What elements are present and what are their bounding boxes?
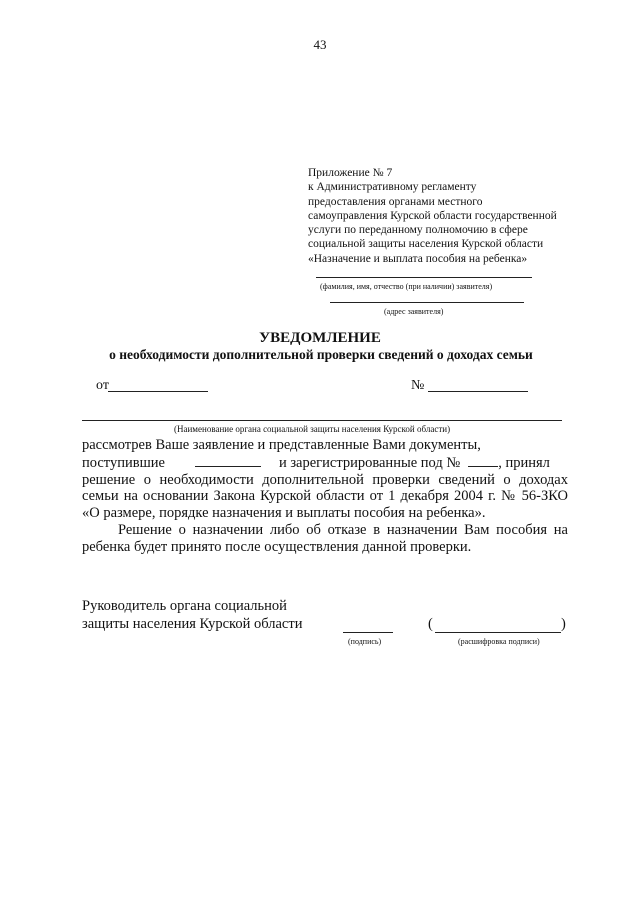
- decoding-caption: (расшифровка подписи): [458, 637, 540, 646]
- open-parenthesis: (: [428, 616, 433, 632]
- body-registered: и зарегистрированные под №: [278, 454, 461, 471]
- appendix-line: Приложение № 7: [308, 167, 393, 179]
- number-line: [428, 391, 528, 392]
- appendix-line: самоуправления Курской области государственной: [308, 209, 557, 222]
- received-date-blank: [195, 454, 261, 467]
- document-subtitle: о необходимости дополнительной проверки сведений о доходах семьи: [109, 347, 533, 362]
- date-line: [108, 391, 208, 392]
- organization-caption: (Наименование органа социальной защиты населения Курской области): [174, 424, 451, 434]
- registration-number-blank: [468, 454, 498, 467]
- body-paragraph-2: Решение о назначении либо об отказе в назначении Вам пособия на ребенка будет принято после осуществления данной проверки.: [82, 521, 568, 555]
- signatory-position-line-2: защиты населения Курской области: [82, 616, 303, 632]
- applicant-address-line: [330, 302, 524, 303]
- appendix-block: [308, 166, 557, 266]
- body-received: поступившие: [82, 454, 165, 471]
- body-line-1: рассмотрев Ваше заявление и представленные Вами документы,: [82, 437, 481, 453]
- page-number: 43: [313, 37, 327, 52]
- document-title: УВЕДОМЛЕНИЕ: [259, 330, 381, 346]
- appendix-line: услуги по переданному полномочию в сфере: [308, 224, 528, 237]
- decoding-line: [435, 632, 561, 633]
- appendix-line: «Назначение и выплата пособия на ребенка»: [308, 252, 528, 265]
- organization-line: [82, 420, 562, 421]
- appendix-line: к Административному регламенту: [308, 181, 477, 194]
- appendix-line: предоставления органами местного: [308, 195, 483, 208]
- appendix-line: социальной защиты населения Курской области: [308, 238, 544, 251]
- body-text: [82, 437, 568, 556]
- date-label: от: [96, 378, 109, 393]
- number-label: №: [411, 378, 425, 393]
- signature-caption: (подпись): [348, 637, 382, 646]
- applicant-name-line: [316, 277, 532, 278]
- body-line-2: [82, 454, 568, 472]
- signature-line: [343, 632, 393, 633]
- applicant-name-caption: (фамилия, имя, отчество (при наличии) заявителя): [320, 282, 493, 291]
- applicant-address-caption: (адрес заявителя): [384, 307, 444, 316]
- body-decision: решение о необходимости дополнительной проверки сведений о доходах семьи на основании Закона Курской области от 1 декабря 2004 г. № 56-ЗКО «О размере, порядке назначения и выплаты пособия на ребенка».: [82, 471, 568, 522]
- body-accepted: , принял: [498, 454, 550, 471]
- signatory-position-line-1: Руководитель органа социальной: [82, 598, 287, 614]
- close-parenthesis: ): [561, 616, 566, 632]
